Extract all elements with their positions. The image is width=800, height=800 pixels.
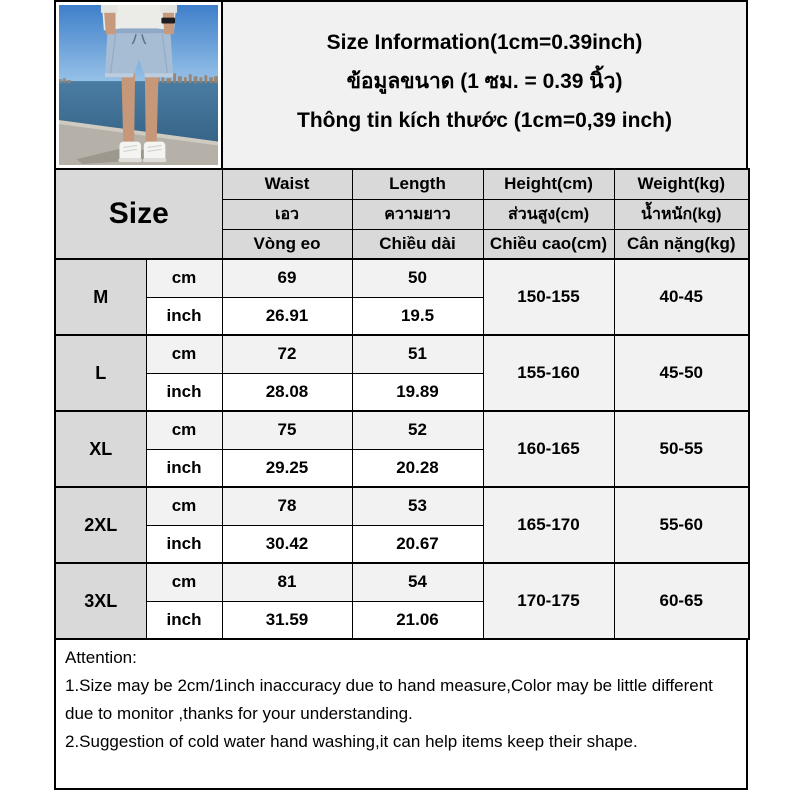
- 3xl-length-cm: 54: [352, 563, 483, 601]
- wrist-watch: [161, 18, 175, 24]
- table-row: [55, 563, 749, 601]
- 3xl-waist-inch: 31.59: [222, 601, 352, 639]
- unit-inch: inch: [146, 449, 222, 487]
- title-vietnamese: Thông tin kích thước (1cm=0,39 inch): [297, 109, 672, 132]
- 3xl-length-inch: 21.06: [352, 601, 483, 639]
- col-length-en: Length: [352, 169, 483, 199]
- right-hem: [145, 73, 173, 77]
- header-section: [54, 0, 748, 170]
- left-sole: [119, 158, 142, 162]
- 2xl-length-inch: 20.67: [352, 525, 483, 563]
- unit-cm: cm: [146, 487, 222, 525]
- size-2xl: 2XL: [55, 487, 146, 563]
- 2xl-waist-inch: 30.42: [222, 525, 352, 563]
- l-length-inch: 19.89: [352, 373, 483, 411]
- left-leg: [121, 73, 135, 146]
- col-weight-vi: Cân nặng(kg): [614, 229, 749, 259]
- m-waist-inch: 26.91: [222, 297, 352, 335]
- title-english: Size Information(1cm=0.39inch): [326, 31, 643, 54]
- col-waist-th: เอว: [222, 199, 352, 229]
- 2xl-waist-cm: 78: [222, 487, 352, 525]
- 2xl-weight: 55-60: [614, 487, 749, 563]
- col-weight-th: น้ำหนัก(kg): [614, 199, 749, 229]
- col-weight-en: Weight(kg): [614, 169, 749, 199]
- 3xl-weight: 60-65: [614, 563, 749, 639]
- table-row: [55, 259, 749, 297]
- attention-heading: Attention:: [65, 648, 137, 667]
- col-waist-en: Waist: [222, 169, 352, 199]
- table-row: [55, 411, 749, 449]
- col-waist-vi: Vòng eo: [222, 229, 352, 259]
- xl-height: 160-165: [483, 411, 614, 487]
- size-xl: XL: [55, 411, 146, 487]
- left-hem: [105, 73, 133, 77]
- 2xl-height: 165-170: [483, 487, 614, 563]
- attention-notes: [54, 638, 748, 790]
- table-row: [55, 335, 749, 373]
- left-sleeve: [101, 5, 118, 13]
- size-3xl: 3XL: [55, 563, 146, 639]
- table-row: [55, 487, 749, 525]
- right-leg: [145, 73, 159, 146]
- xl-length-cm: 52: [352, 411, 483, 449]
- l-waist-cm: 72: [222, 335, 352, 373]
- unit-cm: cm: [146, 259, 222, 297]
- m-length-inch: 19.5: [352, 297, 483, 335]
- m-height: 150-155: [483, 259, 614, 335]
- 3xl-waist-cm: 81: [222, 563, 352, 601]
- col-height-th: ส่วนสูง(cm): [483, 199, 614, 229]
- 2xl-length-cm: 53: [352, 487, 483, 525]
- col-height-en: Height(cm): [483, 169, 614, 199]
- product-photo-illustration: [59, 5, 218, 165]
- col-height-vi: Chiều cao(cm): [483, 229, 614, 259]
- right-sole: [143, 158, 166, 162]
- size-information-sheet: [54, 0, 748, 790]
- 3xl-height: 170-175: [483, 563, 614, 639]
- title-thai: ข้อมูลขนาด (1 ซม. = 0.39 นิ้ว): [346, 70, 623, 93]
- m-length-cm: 50: [352, 259, 483, 297]
- right-sleeve: [160, 5, 177, 13]
- l-waist-inch: 28.08: [222, 373, 352, 411]
- size-table: [54, 168, 750, 640]
- product-photo: [56, 2, 223, 168]
- unit-inch: inch: [146, 601, 222, 639]
- unit-inch: inch: [146, 373, 222, 411]
- size-m: M: [55, 259, 146, 335]
- size-l: L: [55, 335, 146, 411]
- l-height: 155-160: [483, 335, 614, 411]
- col-length-vi: Chiều dài: [352, 229, 483, 259]
- unit-cm: cm: [146, 411, 222, 449]
- l-length-cm: 51: [352, 335, 483, 373]
- title-panel: [223, 2, 746, 168]
- attention-line-1: 1.Size may be 2cm/1inch inaccuracy due to hand measure,Color may be little different due to monitor ,thanks for your understanding.: [65, 676, 713, 723]
- xl-waist-inch: 29.25: [222, 449, 352, 487]
- unit-cm: cm: [146, 563, 222, 601]
- header-row-en: [55, 169, 749, 199]
- xl-length-inch: 20.28: [352, 449, 483, 487]
- l-weight: 45-50: [614, 335, 749, 411]
- unit-inch: inch: [146, 525, 222, 563]
- xl-weight: 50-55: [614, 411, 749, 487]
- m-weight: 40-45: [614, 259, 749, 335]
- unit-cm: cm: [146, 335, 222, 373]
- attention-line-2: 2.Suggestion of cold water hand washing,it can help items keep their shape.: [65, 732, 638, 751]
- size-header: Size: [55, 169, 222, 259]
- m-waist-cm: 69: [222, 259, 352, 297]
- xl-waist-cm: 75: [222, 411, 352, 449]
- unit-inch: inch: [146, 297, 222, 335]
- col-length-th: ความยาว: [352, 199, 483, 229]
